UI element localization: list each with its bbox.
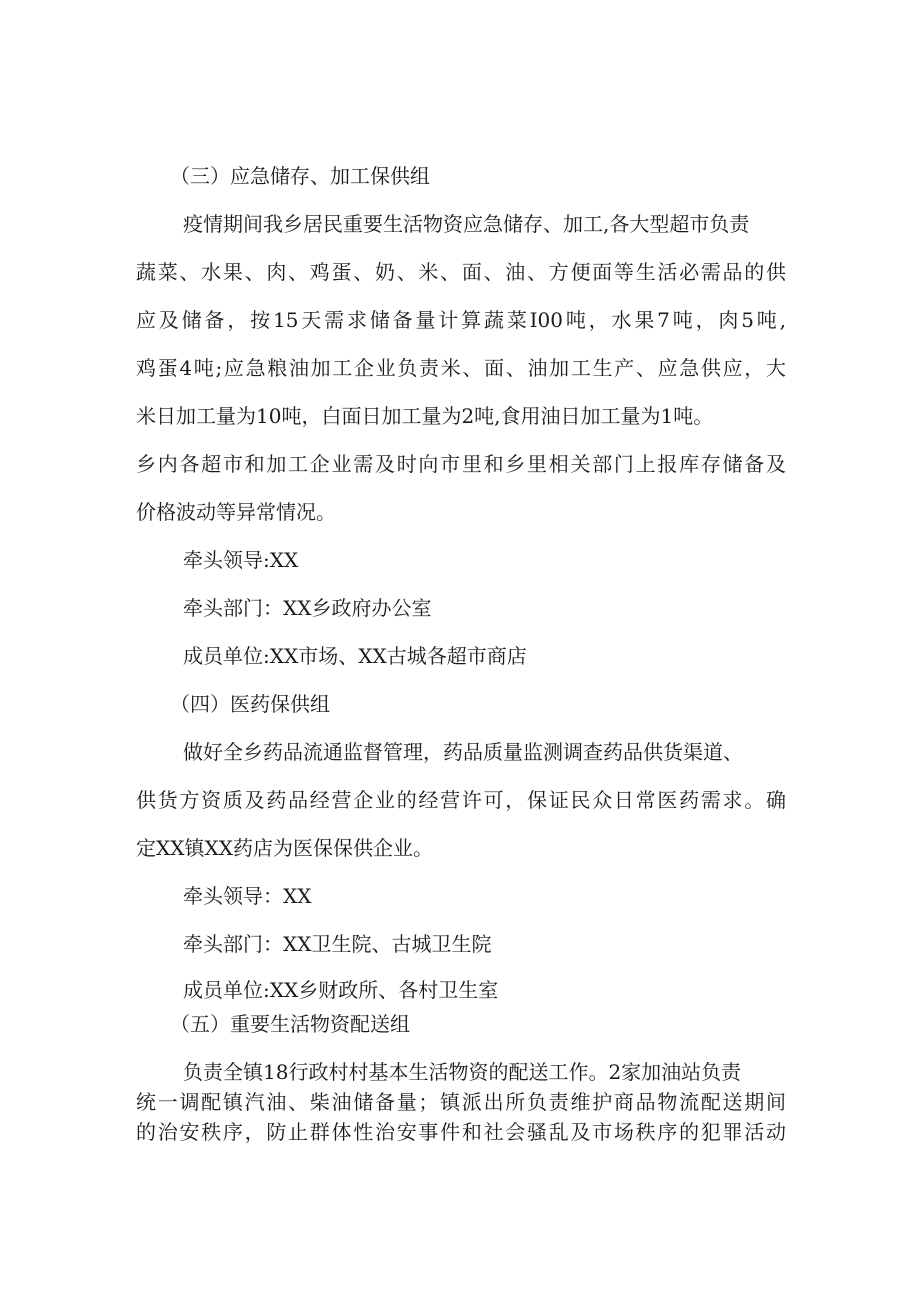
section4-lead: 牵头领导：XX [183,884,312,908]
section4-paragraph-line: 做好全乡药品流通监督管理，药品质量监测调查药品供货渠道、 [183,740,743,764]
section5-paragraph-line: 负责全镇18行政村村基本生活物资的配送工作。2家加油站负责 [183,1060,742,1084]
section3-paragraph-line: 蔬菜、水果、肉、鸡蛋、奶、米、面、油、方便面等生活必需品的供 [136,260,786,284]
section4-paragraph-line: 供货方资质及药品经营企业的经营许可，保证民众日常医药需求。确 [136,788,786,812]
section3-paragraph-line: 乡内各超市和加工企业需及时向市里和乡里相关部门上报库存储备及 [136,452,786,476]
section4-paragraph-line: 定XX镇XX药店为医保保供企业。 [136,836,433,860]
section3-dept: 牵头部门：XX乡政府办公室 [183,596,432,620]
section3-paragraph-line: 应及储备，按15天需求储备量计算蔬菜I00吨，水果7吨，肉5吨, [136,308,786,332]
section5-paragraph-line: 的治安秩序，防止群体性治安事件和社会骚乱及市场秩序的犯罪活动 [136,1120,786,1144]
section3-paragraph-line: 疫情期间我乡居民重要生活物资应急储存、加工,各大型超市负责 [183,212,750,236]
section5-heading: （五）重要生活物资配送组 [170,1012,410,1036]
section3-paragraph-line: 价格波动等异常情况。 [136,500,336,524]
section4-members: 成员单位:XX乡财政所、各村卫生室 [183,978,499,1002]
section5-paragraph-line: 统一调配镇汽油、柴油储备量；镇派出所负责维护商品物流配送期间 [136,1090,786,1114]
section3-lead: 牵头领导:XX [183,548,299,572]
section3-heading: （三）应急储存、加工保供组 [170,164,430,188]
section3-paragraph-line: 鸡蛋4吨;应急粮油加工企业负责米、面、油加工生产、应急供应，大 [136,356,786,380]
section4-heading: （四）医药保供组 [170,692,330,716]
section3-members: 成员单位:XX市场、XX古城各超市商店 [183,644,527,668]
section4-dept: 牵头部门：XX卫生院、古城卫生院 [183,932,492,956]
section3-paragraph-line: 米日加工量为10吨，白面日加工量为2吨,食用油日加工量为1吨。 [136,404,714,428]
